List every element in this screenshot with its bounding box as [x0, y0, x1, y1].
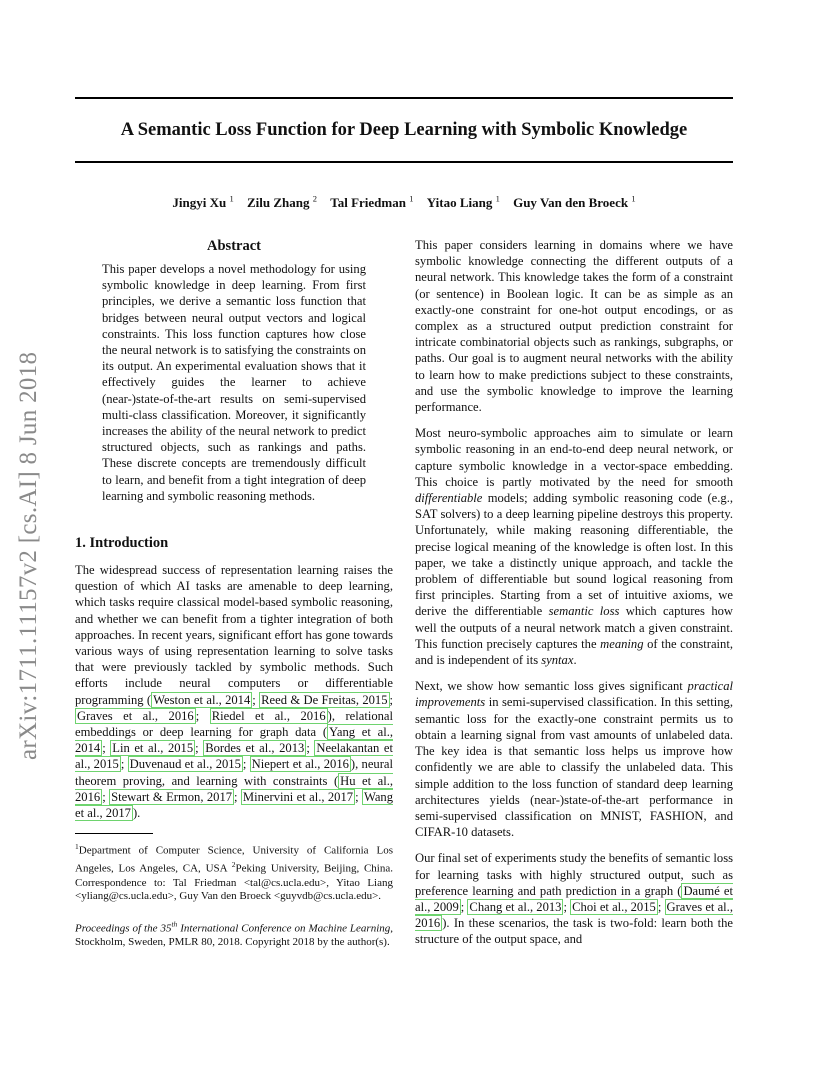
body-paragraph: Next, we show how semantic loss gives significant practical improvements in semi-supervised classification. In this setting, semantic loss for the exactly-one constraint permits us to obtain a learning signal from vast amounts of unlabeled data. The key idea is that semantic loss helps us improve how confidently we are able to classify the unlabeled data. This simple addition to the loss function of standard deep learning architectures yields (near-)state-of-the-art performance in semi-supervised classification on MNIST, FASHION, and CIFAR-10 datasets. — [415, 679, 733, 840]
citation-link[interactable]: Wang et al., 2017 — [75, 789, 393, 821]
citation-link[interactable]: Hu et al., 2016 — [75, 773, 393, 804]
right-column — [415, 237, 733, 958]
body-paragraph: Most neuro-symbolic approaches aim to simulate or learn symbolic reasoning in an end-to-end deep neural network, or capture symbolic knowledge in a vector-space embedding. This choice is partly motivated by the need for smooth differentiable models; adding symbolic reasoning code (e.g., SAT solvers) to a deep learning pipeline destroys this property. Unfortunately, while making reasoning differentiable, the precise logical meaning of the knowledge is often lost. In this paper, we take a distinctly unique approach, and tackle the problem of differentiable but sound logical reasoning from first principles. Starting from a set of intuitive axioms, we derive the differentiable semantic loss which captures how well the outputs of a neural network match a given constraint. This function precisely captures the meaning of the constraint, and is independent of its syntax. — [415, 426, 734, 668]
citation-link[interactable]: Niepert et al., 2016 — [251, 757, 349, 772]
citation-link[interactable]: Yang et al., 2014 — [75, 725, 394, 756]
left-column — [75, 237, 393, 958]
author: Jingyi Xu $^1$ — [172, 194, 234, 211]
intro-paragraph: The widespread success of representation learning raises the question of which AI tasks are amenable to deep learning, which tasks require classical model-based symbolic reasoning, and whether we can benefit from a tighter integration of both approaches. In recent years, significant effort has gone towards various ways of using representation learning to solve tasks that were previously tackled by symbolic methods. Such efforts include neural computers or differentiable programming ( Weston et al., 2014 ; Reed & De Freitas, 2015 ; Graves et al., 2016 ; Riedel et al., 2016 ), relational embeddings or deep learning for graph data ( Yang et al., 2014 ; Lin et al., 2015 ; Bordes et al., 2013 ; Neelakantan et al., 2015 ; Duvenaud et al., 2015 ; Niepert et al., 2016 ), neural theorem proving, and learning with constraints ( Hu et al., 2016 ; Stewart & Ermon, 2017 ; Minervini et al., 2017 ; Wang et al., 2017 ). — [75, 563, 394, 821]
citation-link[interactable]: Graves et al., 2016 — [77, 708, 194, 723]
citation-link[interactable]: Weston et al., 2014 — [153, 692, 251, 707]
citation-link[interactable]: Riedel et al., 2016 — [211, 708, 326, 723]
body-paragraph: Our final set of experiments study the benefits of semantic loss for learning tasks with highly structured output, such as preference learning and path prediction in a graph ( Daumé et al., 2009 ; Chang et al., 2013 ; Choi et al., 2015 ; Graves et al., 2016 ). In these scenarios, the task is two-fold: learn both the structure of the output space, and — [415, 851, 734, 947]
footnote-affiliations: $^1$Department of Computer Science, University of California Los Angeles, Los Angeles, CA, USA $^2$Peking University, Beijing, China. Correspondence to: Tal Friedman <tal@cs.ucla.edu>, Yitao Liang <yliang@cs.ucla.edu>, Guy Van den Broeck <guyvdb@cs.ucla.edu>. — [75, 842, 393, 903]
author: Guy Van den Broeck $^1$ — [513, 194, 636, 211]
citation-link[interactable]: Reed & De Freitas, 2015 — [261, 692, 388, 707]
abstract-heading: Abstract — [207, 238, 261, 254]
title-rule-bottom — [75, 161, 733, 163]
citation-link[interactable]: Stewart & Ermon, 2017 — [111, 789, 233, 804]
author: Zilu Zhang $^2$ — [246, 194, 317, 211]
author: Yitao Liang $^1$ — [426, 194, 500, 211]
citation-link[interactable]: Minervini et al., 2017 — [242, 789, 354, 804]
author: Tal Friedman $^1$ — [330, 194, 414, 211]
citation-link[interactable]: Duvenaud et al., 2015 — [129, 757, 241, 772]
abstract-body: This paper develops a novel methodology for using symbolic knowledge in deep learning. From first principles, we derive a semantic loss function that bridges between neural output vectors and logical constraints. This loss function captures how close the neural network is to satisfying the constraints on its output. An experimental evaluation shows that it effectively guides the learner to achieve (near-)state-of-the-art results on semi-supervised multi-class classification. Moreover, it significantly increases the ability of the neural network to predict structured objects, such as rankings and paths. These discrete concepts are tremendously difficult to learn, and benefit from a tight integration of deep learning and symbolic reasoning methods. — [102, 262, 366, 503]
citation-link[interactable]: Graves et al., 2016 — [415, 899, 733, 931]
paper-title: A Semantic Loss Function for Deep Learning with Symbolic Knowledge — [120, 120, 688, 140]
citation-link[interactable]: Lin et al., 2015 — [112, 741, 194, 756]
citation-link[interactable]: Chang et al., 2013 — [469, 899, 562, 914]
author-list — [75, 190, 733, 212]
footnote-rule — [75, 833, 153, 834]
citation-link[interactable]: Daumé et al., 2009 — [415, 883, 734, 914]
citation-link[interactable]: Bordes et al., 2013 — [205, 741, 305, 756]
title-rule-top — [75, 97, 733, 99]
citation-link[interactable]: Choi et al., 2015 — [572, 899, 656, 914]
citation-link[interactable]: Neelakantan et al., 2015 — [75, 741, 393, 772]
body-paragraph: This paper considers learning in domains where we have symbolic knowledge connecting the different outputs of a neural network. This knowledge takes the form of a constraint (or sentence) in Boolean logic. It can be as simple as an exactly-one constraint for one-hot output encodings, or as complex as a structured output prediction constraint for intricate combinatorial objects such as rankings, subgraphs, or paths. Our goal is to augment neural networks with the ability to learn how to make predictions subject to these constraints, and use the symbolic knowledge to improve the learning performance. — [415, 238, 733, 415]
footnote-proceedings: Proceedings of the 35th International Conference on Machine Learning, Stockholm, Sweden, PMLR 80, 2018. Copyright 2018 by the author(s). — [75, 919, 393, 948]
section-heading-introduction: 1. Introduction — [75, 535, 169, 552]
